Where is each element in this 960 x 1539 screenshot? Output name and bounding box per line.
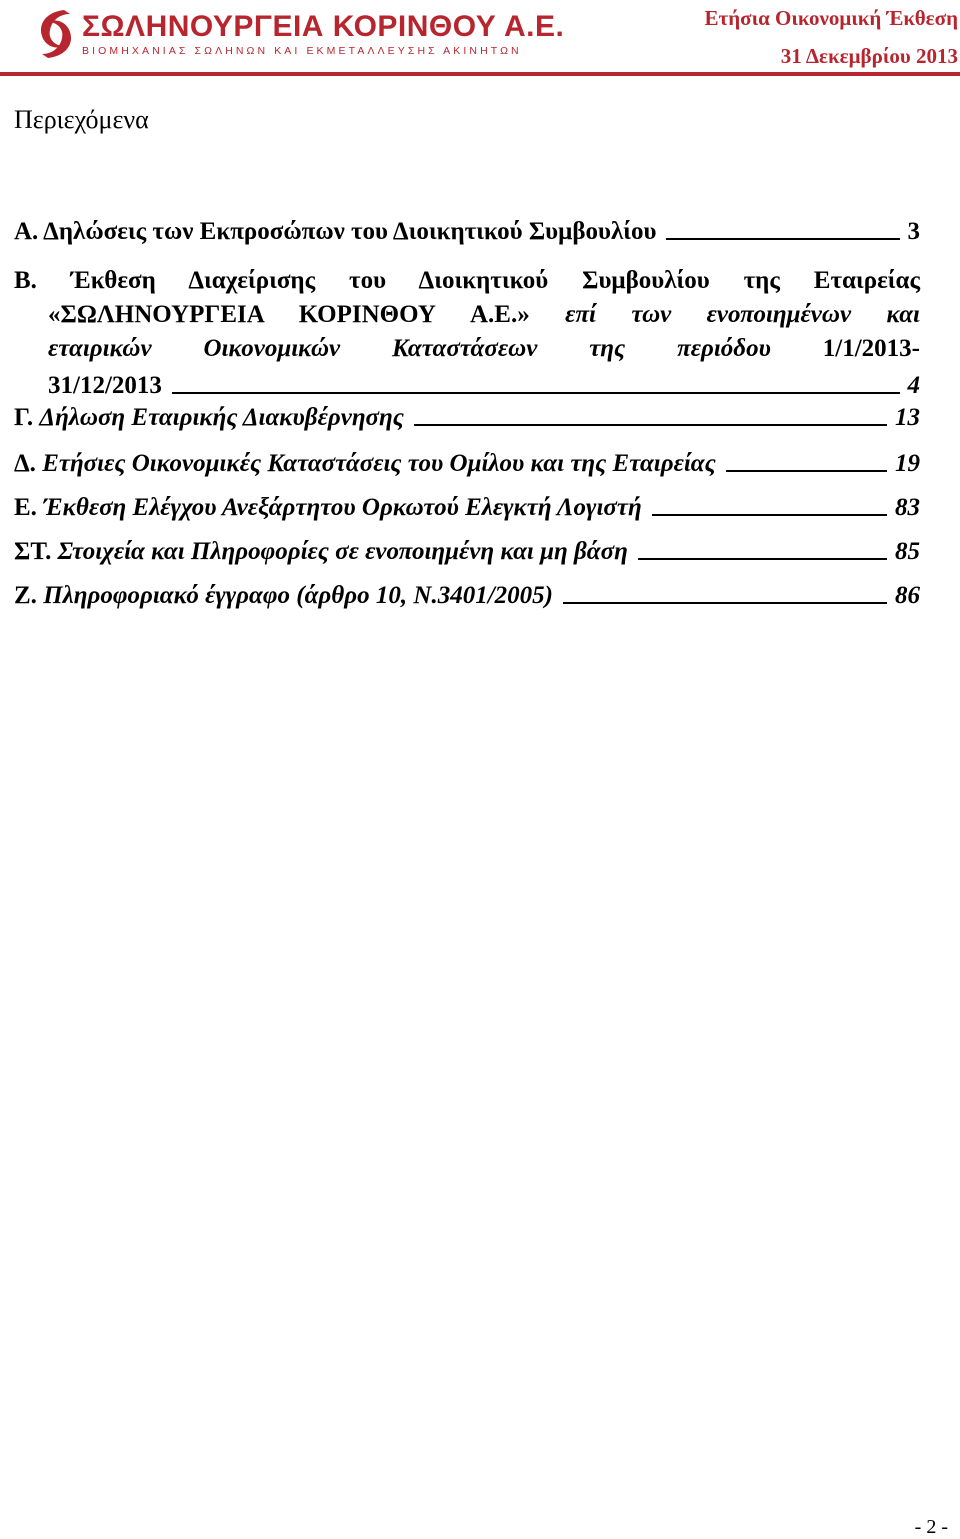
toc-heading: Περιεχόμενα [14,105,149,134]
toc-entry-label: 31/12/2013 [48,372,162,399]
toc-leader-line [172,392,900,394]
toc-entry-label: Έκθεση Ελέγχου Ανεξάρτητου Ορκωτού Ελεγκτή Λογιστή [43,494,642,521]
toc-entry-label-line [14,298,920,332]
toc-entry-b[interactable] [14,264,920,400]
toc-entry-prefix: Γ. [14,404,40,431]
toc-entry-label-italic: επί των ενοποιημένων και [529,301,920,328]
toc-entry-a[interactable] [14,218,920,246]
toc-leader-line [638,558,887,560]
page-header [0,0,960,80]
toc-entry-label: Πληροφοριακό έγγραφο (άρθρο 10, Ν.3401/2005) [43,582,553,609]
toc-entry-label-line [14,332,920,366]
toc-entry-page: 86 [895,582,920,609]
toc-entry-label-line: Β. Έκθεση Διαχείρισης του Διοικητικού Συμβουλίου της Εταιρείας [14,267,920,294]
company-name: ΣΩΛΗΝΟΥΡΓΕΙΑ ΚΟΡΙΝΘΟΥ Α.Ε. [82,10,565,43]
toc-entry-label: Στοιχεία και Πληροφορίες σε ενοποιημένη και μη βάση [57,538,628,565]
report-date: 31 Δεκεμβρίου 2013 [780,44,958,68]
toc-entry-label-line [14,366,920,400]
toc-entry-z[interactable] [14,582,920,610]
toc-leader-line [563,602,887,604]
page-number: - 2 - [914,1516,948,1538]
toc-leader-line [666,238,899,240]
company-tagline: ΒΙΟΜΗΧΑΝΙΑΣ ΣΩΛΗΝΩΝ ΚΑΙ ΕΚΜΕΤΑΛΛΕΥΣΗΣ ΑΚΙΝΗΤΩΝ [82,45,522,57]
toc-entry-company: «ΣΩΛΗΝΟΥΡΓΕΙΑ ΚΟΡΙΝΘΟΥ Α.Ε.» [48,301,530,328]
toc-entry-page: 3 [907,218,920,245]
toc-entry-page: 85 [895,538,920,565]
company-logo-icon [34,6,78,62]
toc-entry-page: 19 [895,450,920,477]
toc-leader-line [414,424,887,426]
toc-entry-d[interactable] [14,450,920,478]
toc-entry-st[interactable] [14,538,920,566]
toc-entry-prefix: ΣΤ. [14,538,58,565]
toc-entry-c[interactable] [14,404,920,432]
toc-entry-label: Ετήσιες Οικονομικές Καταστάσεις του Ομίλου και της Εταιρείας [42,450,716,477]
toc-entry-label: Δήλωση Εταιρικής Διακυβέρνησης [39,404,404,431]
toc-entry-label: Α. Δηλώσεις των Εκπροσώπων του Διοικητικού Συμβουλίου [14,218,657,245]
toc-entry-label-italic: εταιρικών Οικονομικών Καταστάσεων της περιόδου [48,335,823,362]
toc-entry-page: 83 [895,494,920,521]
toc-entry-prefix: Ε. [14,494,44,521]
toc-leader-line [652,514,887,516]
report-title: Ετήσια Οικονομική Έκθεση [704,6,958,30]
toc-entry-page: 4 [907,372,920,399]
toc-entry-page: 13 [895,404,920,431]
toc-leader-line [726,470,887,472]
toc-entry-prefix: Δ. [14,450,43,477]
toc-entry-period: 1/1/2013- [822,335,920,362]
toc-entry-prefix: Ζ. [14,582,44,609]
header-divider [0,72,960,76]
toc-entry-e[interactable] [14,494,920,522]
